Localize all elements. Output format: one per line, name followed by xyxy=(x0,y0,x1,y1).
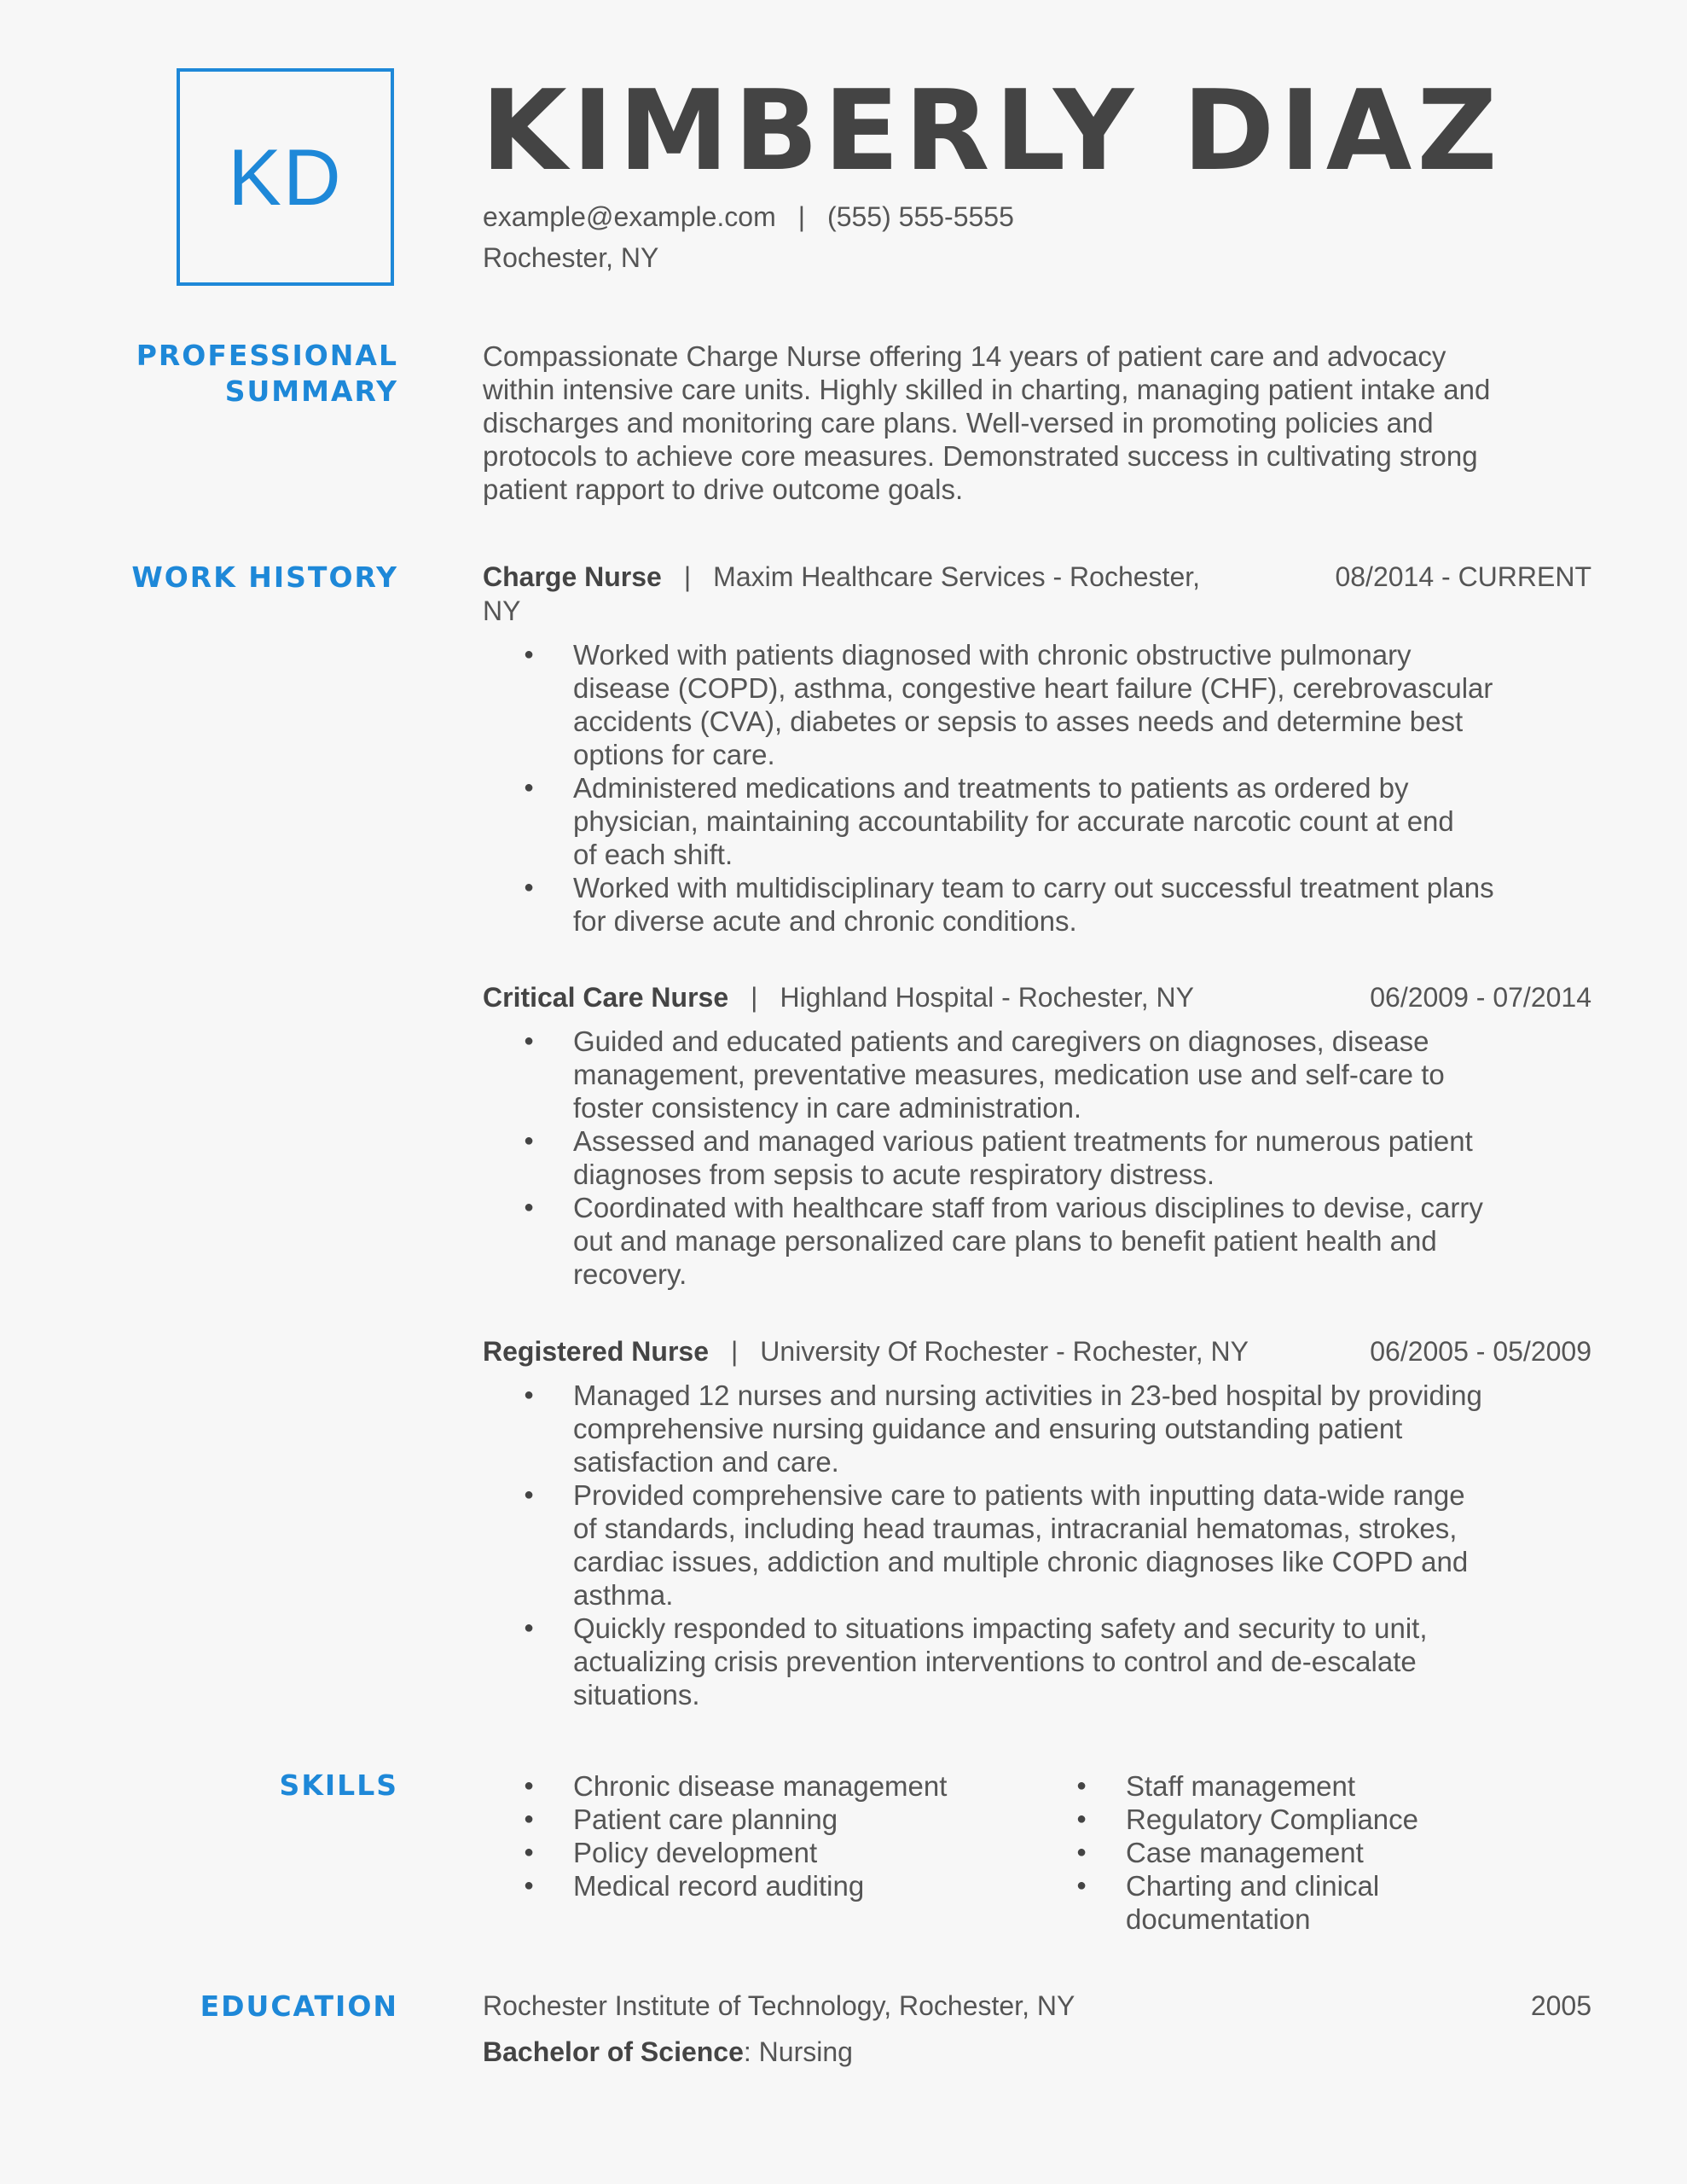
job-bullets xyxy=(483,1025,1591,1291)
skill-item: ● Charting and clinical documentation xyxy=(1035,1869,1581,1936)
email[interactable]: example@example.com xyxy=(483,201,776,232)
location: Rochester, NY xyxy=(483,242,659,273)
job-header xyxy=(483,560,1591,594)
summary-label xyxy=(136,338,398,410)
job-company: Maxim Healthcare Services - Rochester, xyxy=(713,561,1201,592)
job-separator: | xyxy=(683,561,692,592)
summary-label-line1: PROFESSIONAL xyxy=(136,339,398,372)
summary-text xyxy=(483,340,1591,506)
monogram-box xyxy=(177,68,394,286)
job-bullets xyxy=(483,1379,1591,1711)
job-title: Registered Nurse xyxy=(483,1336,709,1367)
job-bullet: ● Worked with multidisciplinary team to carry out successful treatment plans for diverse acute and chronic conditions. xyxy=(483,871,1591,938)
skills-label: SKILLS xyxy=(279,1769,398,1802)
job-bullet: ● Administered medications and treatments to patients as ordered by physician, maintaining accountability for accurate narcotic count at end of each shift. xyxy=(483,771,1591,871)
summary-label-line2: SUMMARY xyxy=(224,375,398,408)
job-bullet: ● Quickly responded to situations impacting safety and security to unit, actualizing crisis prevention interventions to control and de-escalate situations. xyxy=(483,1612,1591,1711)
skill-item: ● Staff management xyxy=(1035,1769,1581,1803)
job-dates: 06/2009 - 07/2014 xyxy=(1370,982,1591,1013)
summary-line: discharges and monitoring care plans. Well-versed in promoting policies and xyxy=(483,407,1434,439)
contact-line xyxy=(483,200,1014,234)
summary-line: Compassionate Charge Nurse offering 14 years of patient care and advocacy xyxy=(483,340,1446,372)
skills-list-left xyxy=(483,1769,1029,1902)
job-separator: | xyxy=(751,982,758,1013)
job-dates: 08/2014 - CURRENT xyxy=(1335,561,1591,592)
job-bullet: ● Worked with patients diagnosed with chronic obstructive pulmonary disease (COPD), asthma, congestive heart failure (CHF), cerebrovascular accidents (CVA), diabetes or sepsis to asses needs and determine best options for care. xyxy=(483,638,1591,771)
education-school-line xyxy=(483,1989,1591,2023)
summary-line: protocols to achieve core measures. Demonstrated success in cultivating strong xyxy=(483,440,1478,472)
job-entry xyxy=(483,560,1591,938)
education-year: 2005 xyxy=(1530,1990,1591,2021)
education-school: Rochester Institute of Technology, Rochester, NY xyxy=(483,1990,1075,2021)
summary-line: patient rapport to drive outcome goals. xyxy=(483,473,964,505)
job-entry xyxy=(483,980,1591,1291)
monogram-initials: KD xyxy=(228,131,343,222)
skill-item: ● Policy development xyxy=(483,1836,1029,1869)
job-header xyxy=(483,1334,1591,1368)
skill-item: ● Case management xyxy=(1035,1836,1581,1869)
education-degree: Bachelor of Science xyxy=(483,2036,744,2067)
education-label: EDUCATION xyxy=(200,1989,398,2023)
job-bullet: ● Coordinated with healthcare staff from various disciplines to devise, carry out and manage personalized care plans to benefit patient health and recovery. xyxy=(483,1191,1591,1291)
skill-item: ● Medical record auditing xyxy=(483,1869,1029,1902)
job-bullet: ● Managed 12 nurses and nursing activities in 23-bed hospital by providing comprehensive nursing guidance and ensuring outstanding patient satisfaction and care. xyxy=(483,1379,1591,1478)
job-title: Critical Care Nurse xyxy=(483,982,729,1013)
phone[interactable]: (555) 555-5555 xyxy=(827,201,1014,232)
job-bullets xyxy=(483,638,1591,938)
skills-list-right xyxy=(1035,1769,1581,1936)
job-header xyxy=(483,980,1591,1014)
job-bullet: ● Provided comprehensive care to patients with inputting data-wide range of standards, including head traumas, intracranial hematomas, strokes, cardiac issues, addiction and multiple chronic diagnoses like COPD and asthma. xyxy=(483,1478,1591,1612)
summary-line: within intensive care units. Highly skilled in charting, managing patient intake and xyxy=(483,374,1491,405)
education-field: Nursing xyxy=(758,2036,853,2067)
job-company-cont: NY xyxy=(483,595,521,626)
skill-item: ● Chronic disease management xyxy=(483,1769,1029,1803)
job-company: University Of Rochester - Rochester, NY xyxy=(760,1336,1249,1367)
skill-item: ● Patient care planning xyxy=(483,1803,1029,1836)
education-degree-line xyxy=(483,2035,1591,2069)
candidate-name: KIMBERLY DIAZ xyxy=(481,66,1503,195)
job-dates: 06/2005 - 05/2009 xyxy=(1370,1336,1591,1367)
contact-separator: | xyxy=(797,201,806,232)
job-bullet: ● Assessed and managed various patient treatments for numerous patient diagnoses from sepsis to acute respiratory distress. xyxy=(483,1124,1591,1191)
job-title: Charge Nurse xyxy=(483,561,662,592)
education-degree-separator: : xyxy=(743,2036,751,2067)
job-bullet: ● Guided and educated patients and caregivers on diagnoses, disease management, preventative measures, medication use and self-care to foster consistency in care administration. xyxy=(483,1025,1591,1124)
job-company: Highland Hospital - Rochester, NY xyxy=(780,982,1194,1013)
summary-section xyxy=(483,340,1591,506)
work-history-label: WORK HISTORY xyxy=(131,561,398,594)
job-separator: | xyxy=(730,1336,739,1367)
job-entry xyxy=(483,1334,1591,1711)
skill-item: ● Regulatory Compliance xyxy=(1035,1803,1581,1836)
education-section xyxy=(483,1989,1591,2069)
skills-section xyxy=(483,1769,1591,1940)
